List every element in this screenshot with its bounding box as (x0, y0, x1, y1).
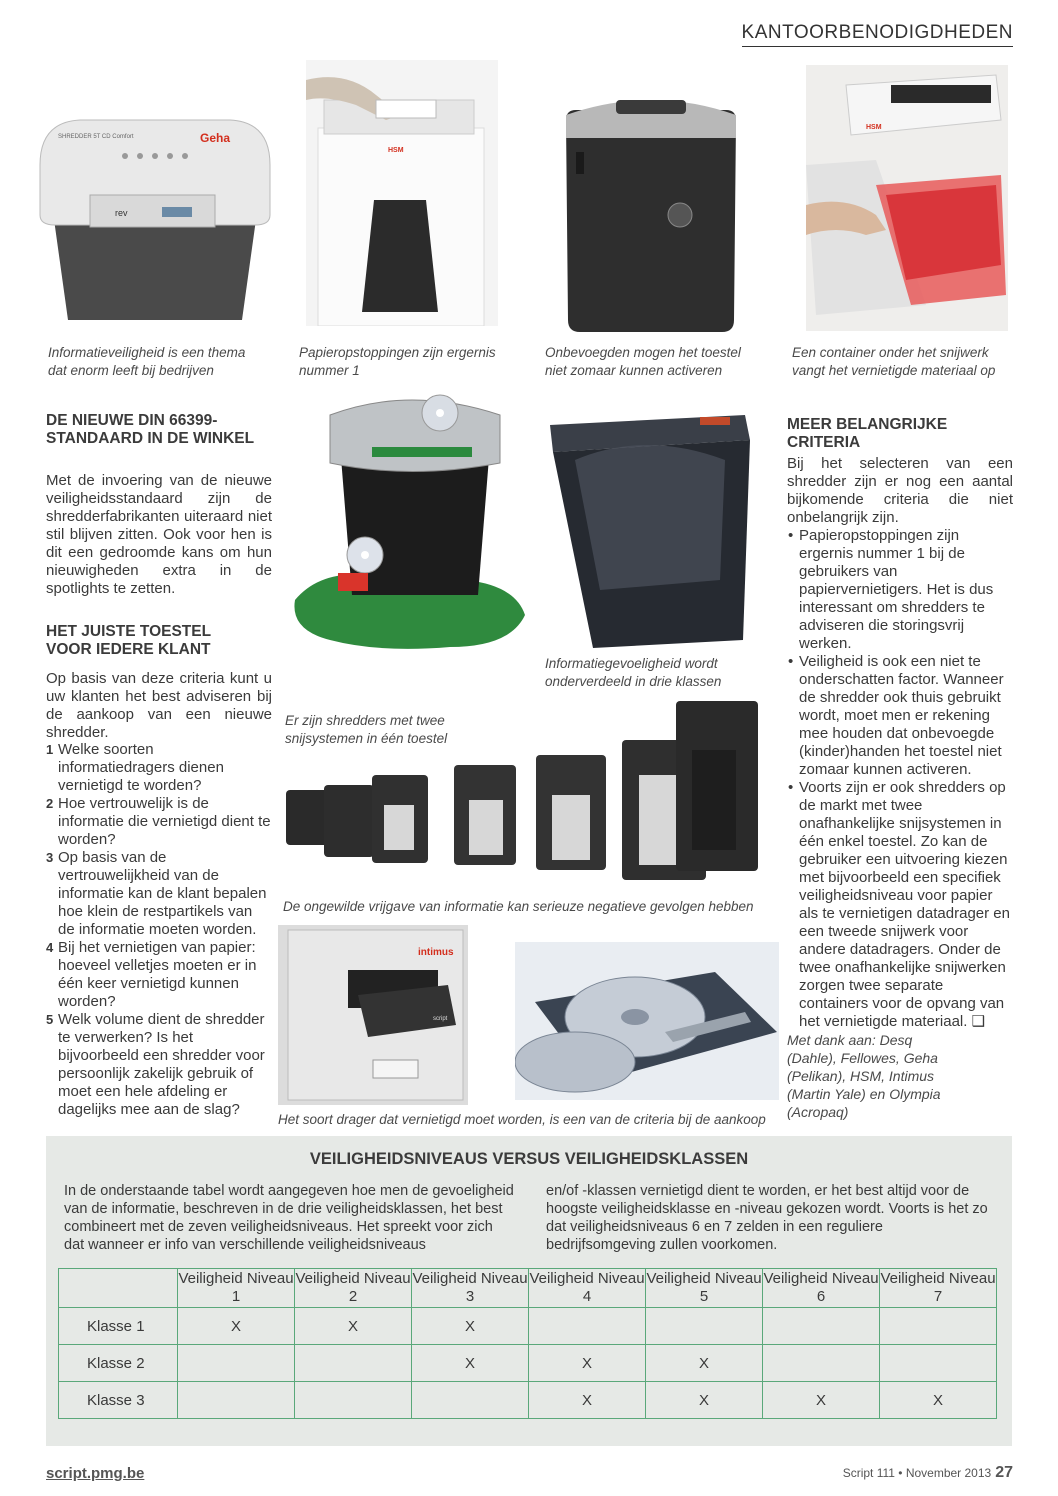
intimus-logo: intimus (418, 947, 454, 958)
list-item: 5 Welk volume dient de shredder te verwerken? Is het bijvoorbeeld een shredder voor persoonlijk zakelijk gebruik of moet een hele afdeling er dagelijks mee aan de slag? (46, 1011, 265, 1118)
caption-6: Informatiegevoeligheid wordt onderverdeeld in drie klassen (545, 656, 722, 689)
table-cell: X (880, 1382, 997, 1419)
page-number: 27 (995, 1464, 1013, 1481)
table-header: Veiligheid Niveau 7 (880, 1269, 997, 1308)
photo-cd-shredder (290, 385, 530, 655)
caption-2: Papieropstoppingen zijn ergernis nummer 1 (299, 345, 496, 378)
caption-4: Een container onder het snijwerk vangt het vernietigde materiaal op (792, 345, 996, 378)
list-item: • Papieropstoppingen zijn ergernis nummer 1 bij de gebruikers van papiervernietigers. Het is dus interessant om shredders te adviseren die storingsvrij werken. (787, 527, 1013, 653)
table-header: Veiligheid Niveau 1 (178, 1269, 295, 1308)
table-row (59, 1382, 997, 1419)
hsm-logo-2: HSM (866, 124, 882, 131)
table-cell: Klasse 3 (59, 1382, 178, 1419)
table-cell (295, 1382, 412, 1419)
list-item: 3 Op basis van de vertrouwelijkheid van de informatie kan de klant bepalen hoe klein de restpartikels van de informatie moeten worden. (46, 849, 267, 938)
table-row (59, 1345, 997, 1382)
caption-3: Onbevoegden mogen het toestel niet zomaar kunnen activeren (545, 345, 741, 378)
model-label: SHREDDER 5T CD Comfort (58, 134, 134, 140)
table-cell (763, 1345, 880, 1382)
criteria-bullets (787, 527, 1013, 1031)
photo-fellowes-shredder (545, 400, 755, 650)
heading-juiste-toestel: HET JUISTE TOESTEL VOOR IEDERE KLANT (46, 623, 211, 658)
paragraph-more-criteria: Bij het selecteren van een shredder zijn er nog een aantal bijkomende criteria die niet onbelangrijk zijn. (787, 455, 1013, 526)
caption-7: De ongewilde vrijgave van informatie kan serieuze negatieve gevolgen hebben (283, 899, 754, 914)
table-cell (178, 1382, 295, 1419)
table-cell (295, 1345, 412, 1382)
section-label: KANTOORBENODIGDHEDEN (742, 22, 1013, 47)
box-title: VEILIGHEIDSNIVEAUS VERSUS VEILIGHEIDSKLASSEN (309, 1150, 749, 1168)
photo-intimus-destroyer (278, 925, 468, 1105)
box-text-left: In de onderstaande tabel wordt aangegeven hoe men de gevoeligheid van de informatie, beschreven in de drie veiligheidsklassen, het best combineert met de zeven veiligheidsniveaus. Het spreekt voor zich dat wanneer er info van verschillende veiligheidsniveaus (64, 1183, 514, 1253)
table-cell: X (763, 1382, 880, 1419)
table-cell (880, 1345, 997, 1382)
list-item: 2 Hoe vertrouwelijk is de informatie die vernietigd dient te worden? (46, 795, 271, 848)
table-header: Veiligheid Niveau 3 (412, 1269, 529, 1308)
table-cell: Klasse 1 (59, 1308, 178, 1345)
table-cell: X (295, 1308, 412, 1345)
table-cell: X (529, 1382, 646, 1419)
criteria-list (46, 741, 272, 1119)
list-item: • Voorts zijn er ook shredders op de markt met twee onafhankelijke snijsystemen in één enkel toestel. Zo kan de gebruiker een uitvoering kiezen met bijvoorbeeld een specifiek veiligheidsniveau voor papier als te vernietigen datadrager en een tweede snijwerk voor andere datadragers. Onder de twee onafhankelijke snijwerken zorgen twee separate containers voor de opvang van het vernietigde materiaal. ❑ (787, 779, 1013, 1031)
footer-site-link[interactable]: script.pmg.be (46, 1465, 145, 1482)
table-header: Veiligheid Niveau 4 (529, 1269, 646, 1308)
photo-container-shreds (806, 65, 1008, 331)
heading-criteria: MEER BELANGRIJKE CRITERIA (787, 416, 948, 451)
table-cell: X (646, 1382, 763, 1419)
table-cell (178, 1345, 295, 1382)
table-cell (763, 1308, 880, 1345)
table-cell (880, 1308, 997, 1345)
caption-8: Het soort drager dat vernietigd moet worden, is een van de criteria bij de aankoop (278, 1112, 766, 1127)
list-item: 1 Welke soorten informatiedragers dienen vernietigd te worden? (46, 741, 224, 794)
table-cell: X (646, 1345, 763, 1382)
table-header: Veiligheid Niveau 6 (763, 1269, 880, 1308)
table-row (59, 1308, 997, 1345)
issue-label: Script 111 • November 2013 (842, 1466, 992, 1480)
table-cell (412, 1382, 529, 1419)
table-cell: X (529, 1345, 646, 1382)
hsm-logo: HSM (388, 147, 404, 154)
thanks-note: Met dank aan: Desq (Dahle), Fellowes, Geha (Pelikan), HSM, Intimus (Martin Yale) en Olympia (Acropaq) (787, 1032, 941, 1120)
footer-issue (843, 1464, 1013, 1482)
table-cell: X (412, 1345, 529, 1382)
heading-din-standard: DE NIEUWE DIN 66399-STANDAARD IN DE WINKEL (46, 412, 255, 447)
caption-5: Er zijn shredders met twee snijsystemen in één toestel (285, 713, 448, 746)
paragraph-criteria: Op basis van deze criteria kunt u uw klanten het best adviseren bij de aankoop van een nieuwe shredder. (46, 670, 272, 741)
table-cell (646, 1308, 763, 1345)
rev-label: rev (115, 208, 128, 218)
table-header-row (59, 1269, 997, 1308)
list-item: • Veiligheid is ook een niet te onderschatten factor. Wanneer de shredder ook thuis gebruikt wordt, moet men er rekening mee houden dat onbevoegde (kinder)handen het toestel niet zomaar kunnen activeren. (787, 653, 1013, 779)
levels-box (46, 1136, 1012, 1446)
script-label: script (433, 1016, 448, 1022)
table-header: Veiligheid Niveau 2 (295, 1269, 412, 1308)
photo-hard-disks (515, 942, 779, 1100)
caption-1: Informatieveiligheid is een thema dat enorm leeft bij bedrijven (48, 345, 246, 378)
geha-logo: Geha (200, 131, 231, 145)
levels-table (58, 1268, 997, 1419)
paragraph-din: Met de invoering van de nieuwe veiligheidsstandaard zijn de shredderfabrikanten uiteraard niet stil blijven zitten. Ook voor hen is dit een gedroomde kans om hun nieuwigheden extra in de spotlights te zetten. (46, 472, 272, 597)
table-header: Veiligheid Niveau 5 (646, 1269, 763, 1308)
table-cell: X (412, 1308, 529, 1345)
photo-geha-shredder (30, 110, 280, 335)
photo-black-shredder (556, 80, 746, 336)
table-header (59, 1269, 178, 1308)
photo-hsm-shredder (306, 60, 498, 326)
table-cell: Klasse 2 (59, 1345, 178, 1382)
table-cell: X (178, 1308, 295, 1345)
table-cell (529, 1308, 646, 1345)
box-text-right: en/of -klassen vernietigd dient te worden, er het best altijd voor de hoogste veiligheidsklasse en -niveau gekozen wordt. Voorts is het zo dat veiligheidsniveaus 6 en 7 zelden in een reguliere bedrijfsomgeving zullen voorkomen. (546, 1183, 988, 1253)
list-item: 4 Bij het vernietigen van papier: hoeveel velletjes moeten er in één keer vernietigd kunnen worden? (46, 939, 257, 1010)
photo-shredder-range (284, 700, 764, 890)
